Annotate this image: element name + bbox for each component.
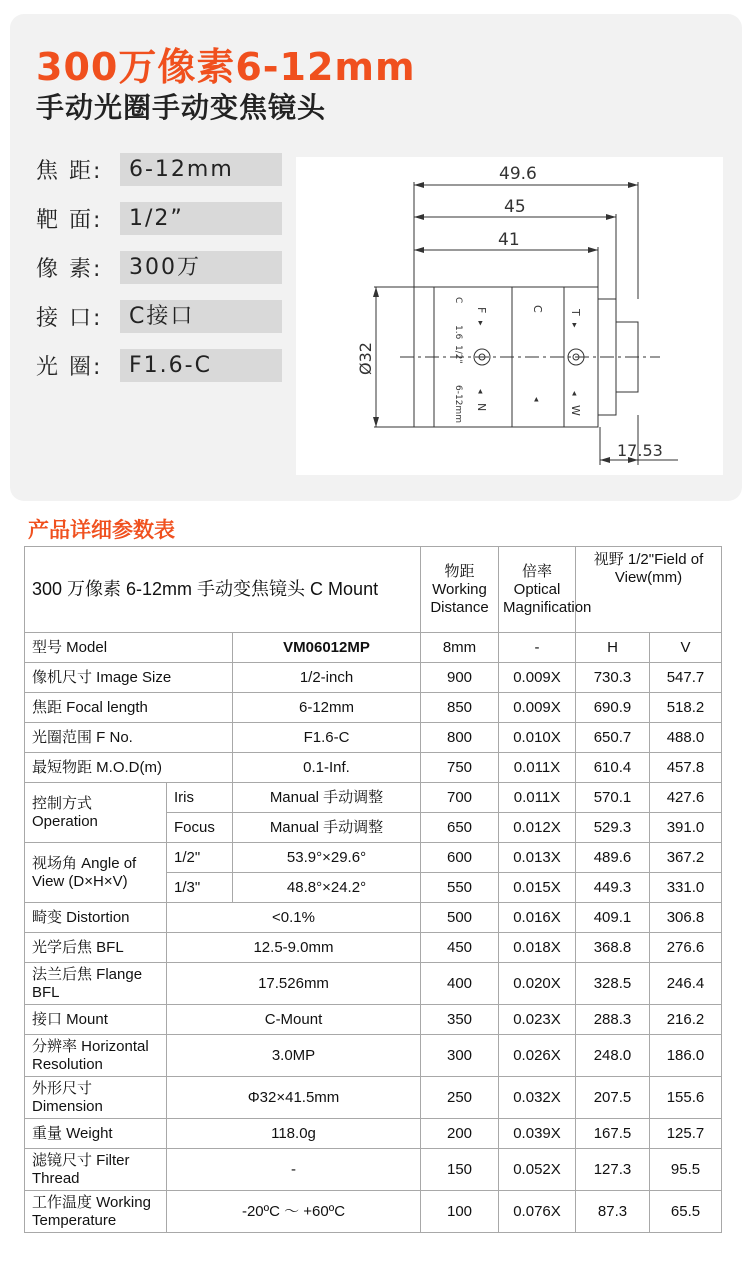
table-row [25,1149,722,1191]
row-distance: 100 [421,1191,499,1233]
row-mag: 0.011X [499,783,576,813]
row-value: 1/2-inch [233,663,421,693]
row-value: 48.8°×24.2° [233,873,421,903]
row-h: 449.3 [576,873,650,903]
lens-drawing-svg [296,157,723,475]
spec-value: 300万 [120,251,282,284]
mark-w-arrow: ◂ [569,391,579,396]
row-mag: 0.016X [499,903,576,933]
row-distance: 300 [421,1035,499,1077]
row-v: 547.7 [650,663,722,693]
row-sublabel: Focus [167,813,233,843]
spec-label: 光 圈: [36,355,103,380]
spec-label: 焦 距: [36,159,103,184]
spec-mount [36,300,195,333]
mark-size: 6-12mm [453,385,463,423]
mark-ring-arrow: ◂ [531,397,541,402]
spec-value: F1.6-C [120,349,282,382]
row-label: 重量 Weight [25,1119,167,1149]
row-distance: 800 [421,723,499,753]
row-h: 288.3 [576,1005,650,1035]
spec-value: 6-12mm [120,153,282,186]
table-row [25,933,722,963]
row-label: 光圈范围 F No. [25,723,233,753]
table-row [25,1005,722,1035]
row-value: 53.9°×29.6° [233,843,421,873]
table-row [25,723,722,753]
table-row [25,753,722,783]
mark-w: W [569,405,582,416]
field-of-view-header: 视野 1/2"Field of View(mm) [576,547,722,633]
table-row [25,963,722,1005]
row-sublabel: 1/3" [167,873,233,903]
row-sublabel: 1/2" [167,843,233,873]
row-label: 控制方式 Operation [25,783,167,843]
row-label: 型号 Model [25,633,233,663]
row-distance: 600 [421,843,499,873]
table-row [25,663,722,693]
mark-c-top: C [453,297,463,304]
table-row [25,693,722,723]
row-mag: 0.032X [499,1077,576,1119]
row-distance: 900 [421,663,499,693]
row-v: 246.4 [650,963,722,1005]
spec-focal-length [36,153,234,186]
table-row [25,1077,722,1119]
distance-header: 物距 Working Distance [421,547,499,633]
table-row [25,903,722,933]
mark-sensor: 1/2" [453,345,463,364]
table-main-header: 300 万像素 6-12mm 手动变焦镜头 C Mount [25,547,421,633]
row-label: 焦距 Focal length [25,693,233,723]
row-v: 306.8 [650,903,722,933]
row-value: 0.1-Inf. [233,753,421,783]
row-value: -20ºC ～ +60ºC [167,1191,421,1233]
spec-label: 像 素: [36,257,103,282]
row-h: 167.5 [576,1119,650,1149]
row-v: 391.0 [650,813,722,843]
spec-label: 接 口: [36,306,103,331]
row-v: 488.0 [650,723,722,753]
dim-barrel-length: 41 [498,230,520,250]
table-row [25,1119,722,1149]
row-distance: 750 [421,753,499,783]
row-label: 工作温度 Working Temperature [25,1191,167,1233]
row-value: Manual 手动调整 [233,813,421,843]
row-v: 216.2 [650,1005,722,1035]
row-label: 最短物距 M.O.D(m) [25,753,233,783]
row-h: 489.6 [576,843,650,873]
row-value: 12.5-9.0mm [167,933,421,963]
spec-aperture [36,349,212,382]
row-value: Manual 手动调整 [233,783,421,813]
row-label: 像机尺寸 Image Size [25,663,233,693]
table-row [25,633,722,663]
row-v: 186.0 [650,1035,722,1077]
row-mag: 0.023X [499,1005,576,1035]
dim-diameter: Ø32 [356,342,375,375]
table-row [25,1191,722,1233]
mark-f-arrow: ▸ [475,321,485,326]
row-label: 光学后焦 BFL [25,933,167,963]
row-distance: 500 [421,903,499,933]
mark-n-arrow: ◂ [475,389,485,394]
mark-t-arrow: ▸ [569,323,579,328]
row-distance: 700 [421,783,499,813]
table-row [25,843,722,873]
magnification-header: 倍率 Optical Magnification [499,547,576,633]
row-distance: 650 [421,813,499,843]
row-mag: 0.018X [499,933,576,963]
row-label: 外形尺寸 Dimension [25,1077,167,1119]
row-value: 118.0g [167,1119,421,1149]
row-label: 分辨率 Horizontal Resolution [25,1035,167,1077]
row-h: 650.7 [576,723,650,753]
table-section-title: 产品详细参数表 [28,518,175,542]
row-distance: 850 [421,693,499,723]
row-v: 276.6 [650,933,722,963]
spec-pixels [36,251,201,284]
spec-label: 靶 面: [36,208,103,233]
row-sublabel: Iris [167,783,233,813]
row-label: 畸变 Distortion [25,903,167,933]
spec-value: 1/2” [120,202,282,235]
row-v: 367.2 [650,843,722,873]
row-h: 570.1 [576,783,650,813]
row-h: 87.3 [576,1191,650,1233]
row-mag: 0.009X [499,663,576,693]
row-h: 409.1 [576,903,650,933]
parameter-table [24,546,722,1233]
row-h: 127.3 [576,1149,650,1191]
table-header-row [25,547,722,633]
dim-overall-length: 49.6 [499,164,537,184]
row-distance: 550 [421,873,499,903]
row-v: 155.6 [650,1077,722,1119]
row-distance: 400 [421,963,499,1005]
row-label: 滤镜尺寸 Filter Thread [25,1149,167,1191]
row-distance: 250 [421,1077,499,1119]
spec-value: C接口 [120,300,282,333]
row-distance: 450 [421,933,499,963]
mark-c-ring: C [531,305,544,313]
mark-n: N [475,403,488,412]
row-value: Φ32×41.5mm [167,1077,421,1119]
row-distance: 8mm [421,633,499,663]
row-value: F1.6-C [233,723,421,753]
row-v: 125.7 [650,1119,722,1149]
product-subtitle: 手动光圈手动变焦镜头 [36,91,327,124]
row-value: 3.0MP [167,1035,421,1077]
lens-dimension-drawing [296,157,723,475]
row-label: 接口 Mount [25,1005,167,1035]
mark-aperture: 1.6 [453,325,463,340]
row-h: 207.5 [576,1077,650,1119]
row-mag: 0.076X [499,1191,576,1233]
table-row [25,783,722,813]
mark-f: F [475,307,488,314]
product-title: 300万像素6-12mm [36,45,416,89]
row-v: 331.0 [650,873,722,903]
row-mag: 0.013X [499,843,576,873]
row-h: 730.3 [576,663,650,693]
row-h: 368.8 [576,933,650,963]
row-mag: 0.009X [499,693,576,723]
dim-body-length: 45 [504,197,526,217]
mark-t: T [569,309,582,316]
row-mag: 0.015X [499,873,576,903]
row-v: 95.5 [650,1149,722,1191]
row-mag: 0.039X [499,1119,576,1149]
row-label: 视场角 Angle of View (D×H×V) [25,843,167,903]
row-v: 518.2 [650,693,722,723]
row-value: C-Mount [167,1005,421,1035]
row-mag: 0.052X [499,1149,576,1191]
row-mag: 0.010X [499,723,576,753]
row-mag: 0.020X [499,963,576,1005]
row-h: 328.5 [576,963,650,1005]
row-value: 6-12mm [233,693,421,723]
row-mag: 0.026X [499,1035,576,1077]
row-mag: - [499,633,576,663]
table-row [25,1035,722,1077]
row-h: 248.0 [576,1035,650,1077]
row-mag: 0.011X [499,753,576,783]
row-label: 法兰后焦 Flange BFL [25,963,167,1005]
row-distance: 150 [421,1149,499,1191]
row-value: VM06012MP [233,633,421,663]
dim-flange: 17.53 [617,441,663,460]
row-h: H [576,633,650,663]
row-h: 610.4 [576,753,650,783]
row-h: 690.9 [576,693,650,723]
row-mag: 0.012X [499,813,576,843]
row-v: 457.8 [650,753,722,783]
row-h: 529.3 [576,813,650,843]
row-distance: 200 [421,1119,499,1149]
row-value: <0.1% [167,903,421,933]
row-distance: 350 [421,1005,499,1035]
row-v: V [650,633,722,663]
row-v: 65.5 [650,1191,722,1233]
row-value: 17.526mm [167,963,421,1005]
row-v: 427.6 [650,783,722,813]
row-value: - [167,1149,421,1191]
spec-sensor [36,202,184,235]
